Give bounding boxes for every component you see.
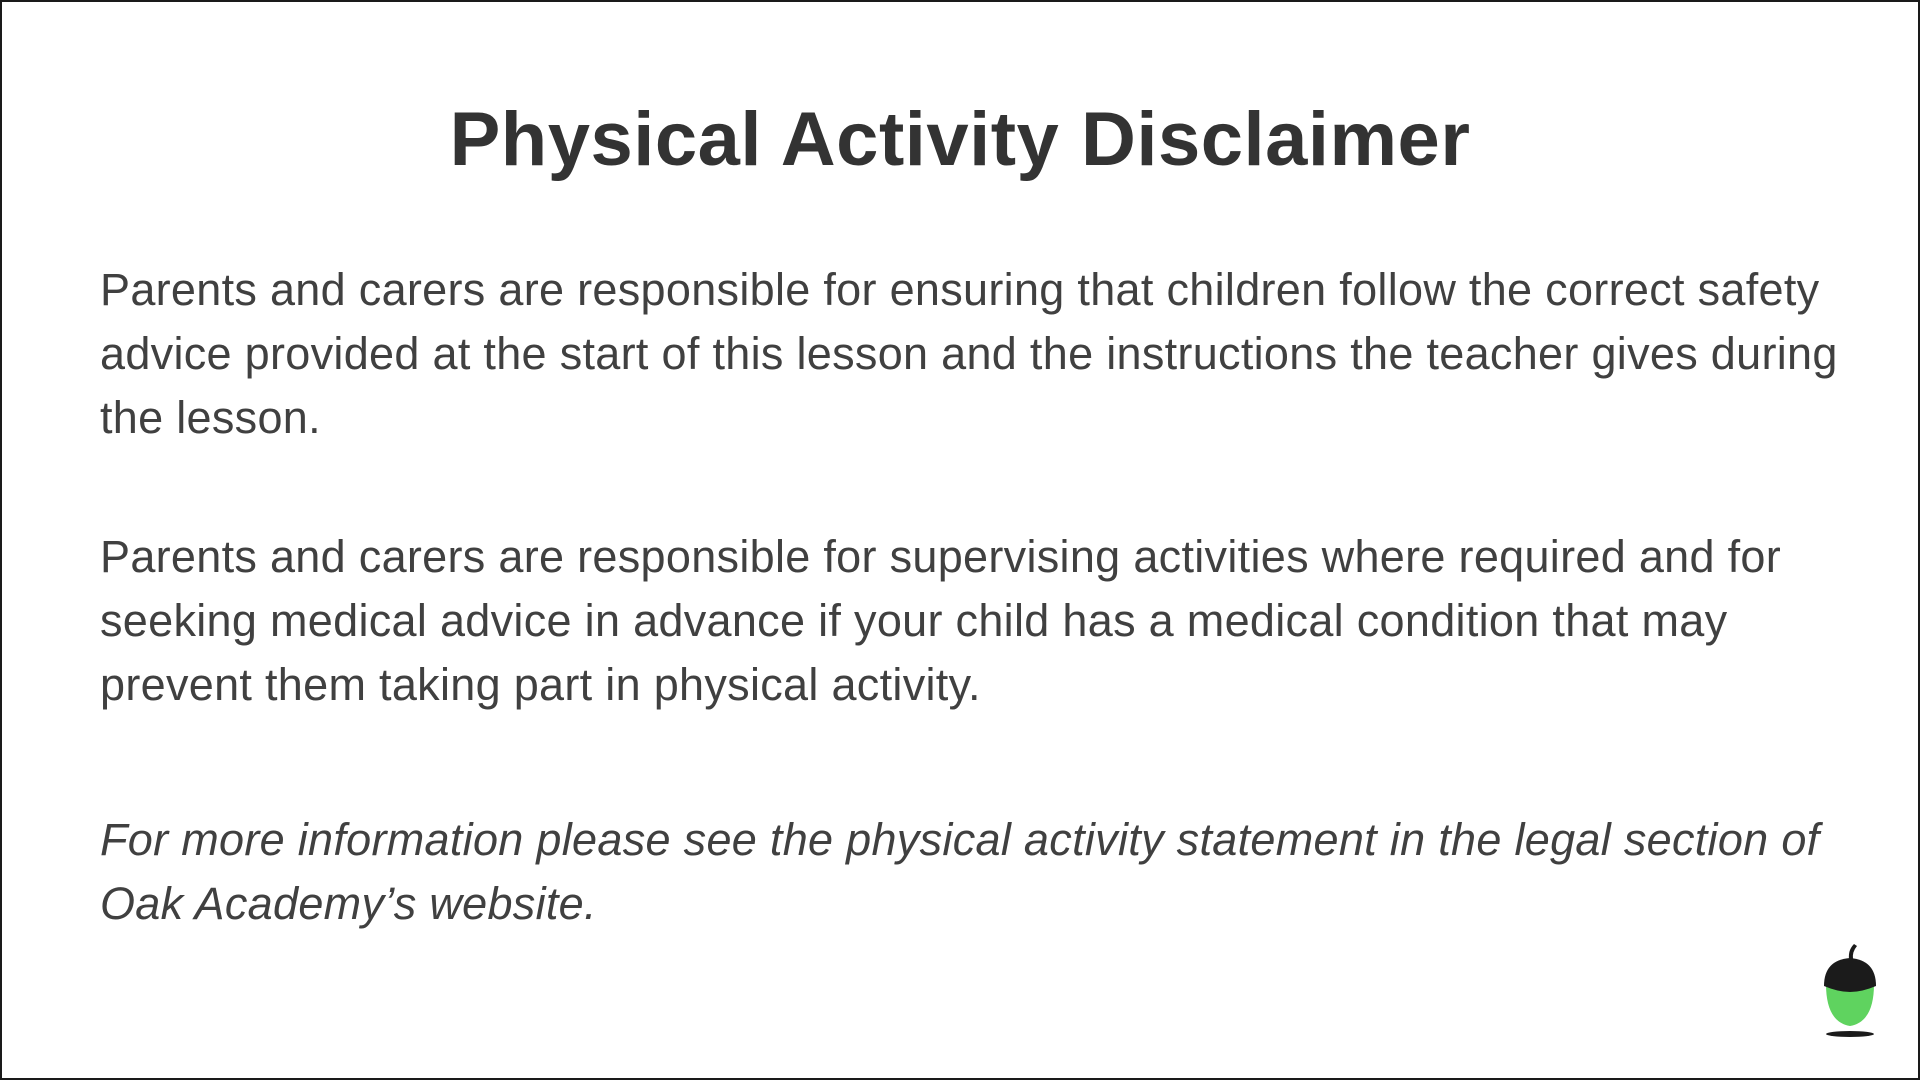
acorn-icon	[1822, 944, 1878, 1038]
disclaimer-paragraph-safety: Parents and carers are responsible for ensuring that children follow the correct safety advice provided at the start of this lesson and the instructions the teacher gives during the lesson.	[100, 264, 1838, 443]
disclaimer-paragraph-supervision: Parents and carers are responsible for supervising activities where required and for seeking medical advice in advance if your child has a medical condition that may prevent them taking part in physical activity.	[100, 531, 1782, 710]
more-information-note: For more information please see the physical activity statement in the legal section of Oak Academy’s website.	[100, 814, 1820, 929]
slide-title: Physical Activity Disclaimer	[449, 97, 1471, 182]
